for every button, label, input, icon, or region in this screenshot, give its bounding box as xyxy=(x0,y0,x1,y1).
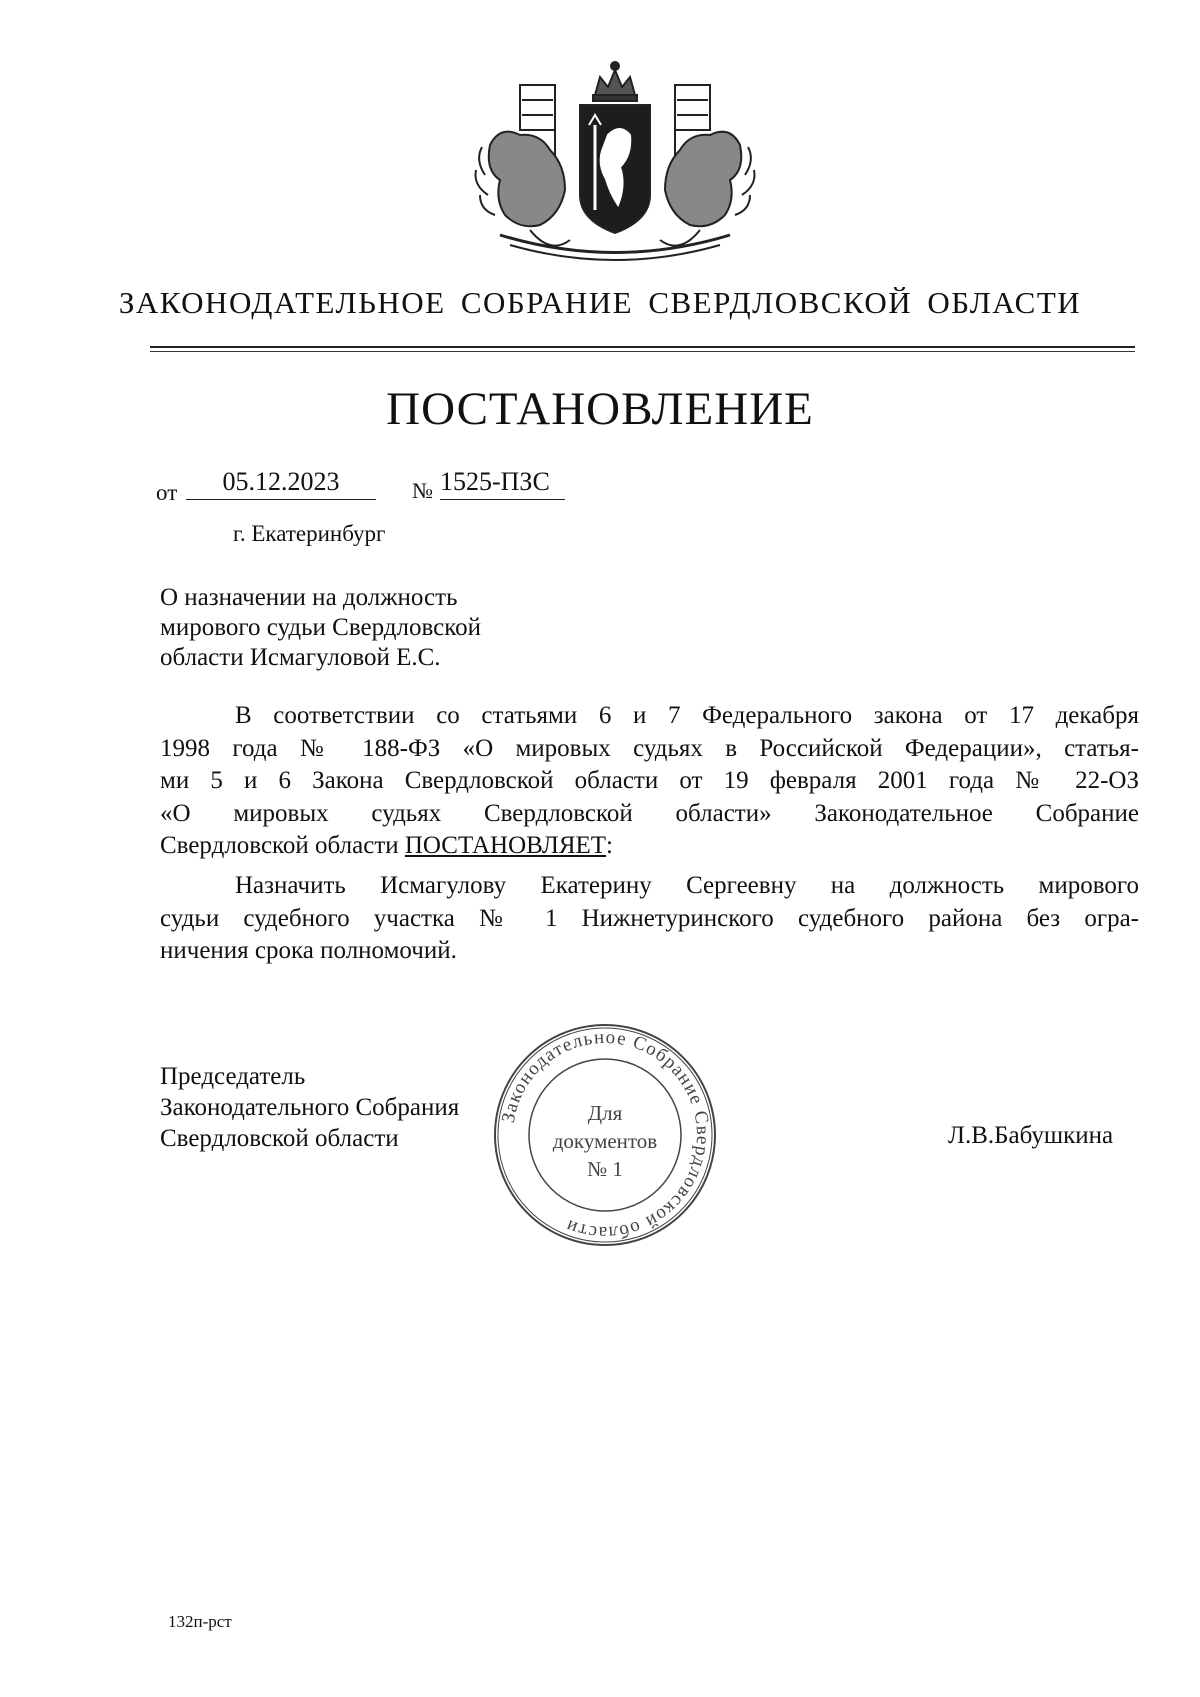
body-paragraph-2 xyxy=(160,870,1139,968)
paragraph-line: Назначить Исмагулову Екатерину Сергеевну на должность мирового xyxy=(235,872,1139,899)
paragraph-line: ми 5 и 6 Закона Свердловской области от 19 февраля 2001 года № 22-ОЗ xyxy=(160,767,1139,794)
header-rule-thin xyxy=(150,351,1135,352)
paragraph-line: «О мировых судьях Свердловской области» Законодательное Собрание xyxy=(160,799,1139,827)
subject-line: мирового судьи Свердловской xyxy=(160,614,481,641)
document-date: 05.12.2023 xyxy=(186,467,376,500)
seal-center-line: № 1 xyxy=(587,1157,623,1181)
paragraph-line: судьи судебного участка № 1 Нижнетуринского судебного района без огра- xyxy=(160,904,1139,932)
document-number: 1525-ПЗС xyxy=(440,467,565,500)
subject-line: области Исмагуловой Е.С. xyxy=(160,644,441,671)
coat-of-arms-emblem xyxy=(470,55,760,275)
date-prefix: от xyxy=(156,480,178,505)
document-subject xyxy=(160,583,620,673)
seal-center-line: Для xyxy=(587,1101,623,1125)
paragraph-line: 1998 года № 188-ФЗ «О мировых судьях в Российской Федерации», статья- xyxy=(160,734,1139,762)
header-rule xyxy=(150,346,1135,348)
resolution-keyword: ПОСТАНОВЛЯЕТ xyxy=(404,832,607,859)
signer-name: Л.В.Бабушкина xyxy=(948,1122,1114,1149)
subject-line: О назначении на должность xyxy=(160,584,458,611)
seal-ring-text: Законодательное Собрание Свердловской области xyxy=(497,1026,714,1244)
signer-title-line: Свердловской области xyxy=(160,1125,399,1152)
paragraph-text: Свердловской области xyxy=(160,832,405,859)
organization-name: ЗАКОНОДАТЕЛЬНОЕ СОБРАНИЕ СВЕРДЛОВСКОЙ ОБЛАСТИ xyxy=(118,285,1082,320)
signer-title xyxy=(160,1061,459,1154)
paragraph-text: : xyxy=(606,832,613,859)
city: г. Екатеринбург xyxy=(233,521,386,546)
number-sign: № xyxy=(412,478,433,503)
body-paragraph-1 xyxy=(160,700,1139,863)
paragraph-line: ничения срока полномочий. xyxy=(160,937,457,964)
document-type-title: ПОСТАНОВЛЕНИЕ xyxy=(386,383,814,435)
seal-center-line: документов xyxy=(552,1129,658,1153)
footer-code: 132п-рст xyxy=(168,1612,232,1631)
signer-title-line: Законодательного Собрания xyxy=(160,1094,460,1121)
paragraph-line: В соответствии со статьями 6 и 7 Федерального закона от 17 декабря xyxy=(235,702,1139,729)
paragraph-line xyxy=(160,830,1139,863)
official-seal xyxy=(490,1020,720,1250)
signer-title-line: Председатель xyxy=(160,1063,306,1090)
